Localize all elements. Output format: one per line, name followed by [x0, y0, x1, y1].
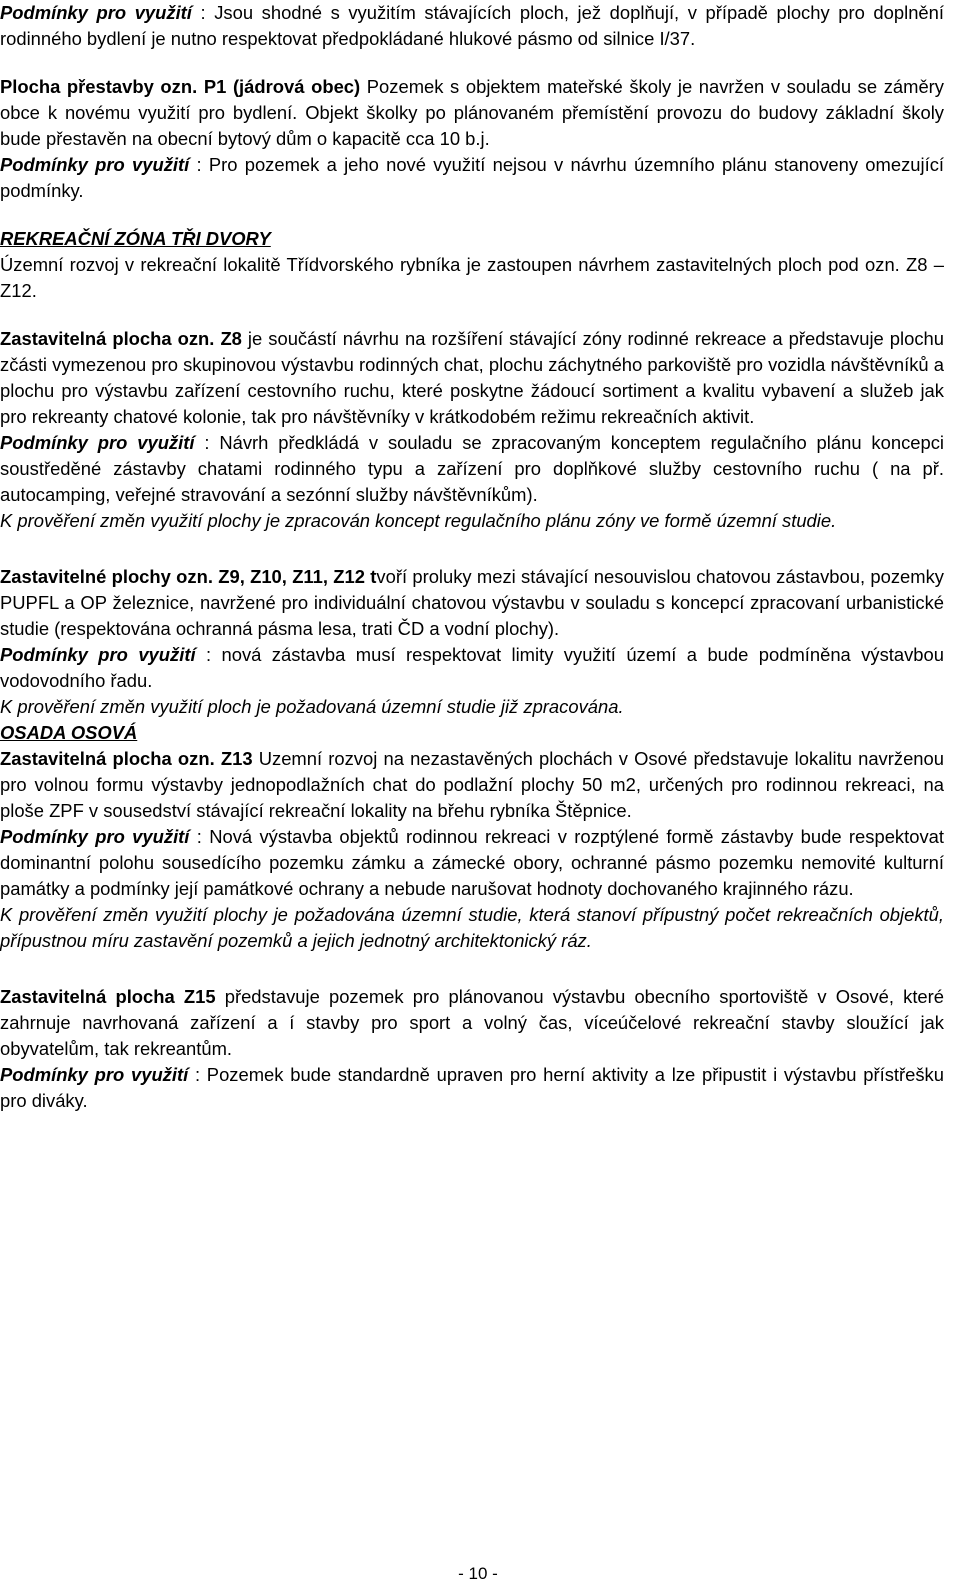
paragraph: [0, 984, 944, 1062]
text-run: : Návrh předkládá v souladu se zpracovaným konceptem regulačního plánu koncepci soustředěné zástavby chatami rodinného typu a zařízení pro doplňkové služby cestovního ruchu ( na př. autocamping, veřejné stravování a sezónní služby návštěvníkům).: [0, 432, 945, 505]
text-run: Zastavitelné plochy ozn.: [0, 566, 213, 587]
text-run: Uzemní rozvoj na nezastavěných plochách v Osové představuje lokalitu navrženou pro volnou formu výstavby jednopodlažních chat do podlažní plochy 50 m2, určených pro rodinnou rekreaci, na ploše ZPF v sousedství stávající rekreační lokality na břehu rybníka Štěpnice.: [0, 748, 944, 821]
text-run: je součástí návrhu na rozšíření stávající zóny rodinné rekreace a představuje plochu zčásti vymezenou pro skupinovou výstavbu rodinných chat, plochu záchytného parkoviště pro vozidla návštěvníků a plochu pro výstavbu zařízení cestovního ruchu, které poskytne žádoucí sortiment a kvalitu vybavení a služeb jak pro rekreanty chatové kolonie, tak pro návštěvníky v krátkodobém režimu rekreačních aktivit.: [0, 328, 944, 427]
text-run: voří proluky mezi stávající nesouvislou chatovou zástavbou, pozemky PUPFL a OP železnice, navržené pro individuální chatovou výstavbu v souladu s koncepcí zpracovaní urbanistické studie (respektována ochranná pásma lesa, trati ČD a vodní plochy).: [0, 566, 944, 639]
page-number: - 10 -: [458, 1564, 498, 1583]
text-run: K prověření změn využití plochy je požadována územní studie, která stanoví přípustný počet rekreačních objektů, přípustnou míru zastavění pozemků a jejich jednotný architektonický ráz.: [0, 904, 944, 951]
text-run: Zastavitelná plocha ozn.: [0, 748, 215, 769]
text-run: Z13: [220, 748, 253, 769]
text-run: Podmínky pro využití: [0, 2, 192, 23]
text-run: P1 (jádrová obec): [203, 76, 361, 97]
paragraph: [0, 642, 944, 694]
paragraph: [0, 746, 944, 824]
text-run: Územní rozvoj v rekreační lokalitě Třídvorského rybníka je zastoupen návrhem zastavitelných ploch pod ozn. Z8 – Z12.: [0, 254, 944, 301]
text-run: : nová zástavba musí respektovat limity využití území a bude podmíněna výstavbou vodovodního řadu.: [0, 644, 944, 691]
text-run: : Pro pozemek a jeho nové využití nejsou v návrhu územního plánu stanoveny omezující podmínky.: [0, 154, 945, 201]
text-run: OSADA OSOVÁ: [0, 722, 138, 743]
text-run: t: [370, 566, 377, 587]
text-run: Podmínky pro využití: [0, 644, 196, 665]
text-run: : Pozemek bude standardně upraven pro herní aktivity a lze připustit i výstavbu přístřešku pro diváky.: [0, 1064, 944, 1111]
text-run: Podmínky pro využití: [0, 1064, 189, 1085]
text-run: : Nová výstavba objektů rodinnou rekreaci v rozptýlené formě zástavby bude respektovat dominantní polohu sousedícího pozemku zámku a zámecké obory, ochranné pásmo pozemku nemovité kulturní památky a podmínky její památkové ochrany a nebude narušovat hodnoty dochovaného krajinného rázu.: [0, 826, 944, 899]
text-run: Z8: [220, 328, 242, 349]
paragraph: [0, 694, 944, 720]
text-run: REKREAČNÍ ZÓNA TŘI DVORY: [0, 228, 271, 249]
text-run: Plocha přestavby ozn.: [0, 76, 198, 97]
paragraph: [0, 824, 944, 902]
paragraph: [0, 252, 944, 304]
text-run: K prověření změn využití plochy je zpracován koncept regulačního plánu zóny ve formě územní studie.: [0, 510, 837, 531]
paragraph: [0, 74, 944, 152]
text-run: : Jsou shodné s využitím stávajících ploch, jež doplňují, v případě plochy pro doplnění rodinného bydlení je nutno respektovat předpokládané hlukové pásmo od silnice I/37.: [0, 2, 944, 49]
text-run: Podmínky pro využití: [0, 826, 190, 847]
text-run: představuje pozemek pro plánovanou výstavbu obecního sportoviště v Osové, které zahrnuje navrhovaná zařízení a í stavby pro sport a volný čas, víceúčelové rekreační stavby sloužící jak obyvatelům, tak rekreantům.: [0, 986, 945, 1059]
paragraph: [0, 720, 944, 746]
text-run: Podmínky pro využití: [0, 154, 190, 175]
paragraph: [0, 0, 944, 52]
text-run: K prověření změn využití ploch je požadovaná územní studie již zpracována.: [0, 696, 624, 717]
text-run: Zastavitelná plocha Z15: [0, 986, 216, 1007]
text-run: Pozemek s objektem mateřské školy je navržen v souladu se záměry obce k novému využití pro bydlení. Objekt školky po plánovaném přemístění provozu do budovy základní školy bude přestavěn na obecní bytový dům o kapacitě cca 10 b.j.: [0, 76, 945, 149]
paragraph: [0, 226, 944, 252]
paragraph: [0, 152, 944, 204]
paragraph: [0, 430, 944, 508]
text-run: Zastavitelná plocha ozn.: [0, 328, 215, 349]
paragraph: [0, 508, 944, 534]
paragraph: [0, 564, 944, 642]
text-run: Z9, Z10, Z11, Z12: [218, 566, 365, 587]
paragraph: [0, 1062, 944, 1114]
paragraph: [0, 326, 944, 430]
text-run: Podmínky pro využití: [0, 432, 195, 453]
paragraph: [0, 902, 944, 954]
text-run: [197, 76, 204, 97]
